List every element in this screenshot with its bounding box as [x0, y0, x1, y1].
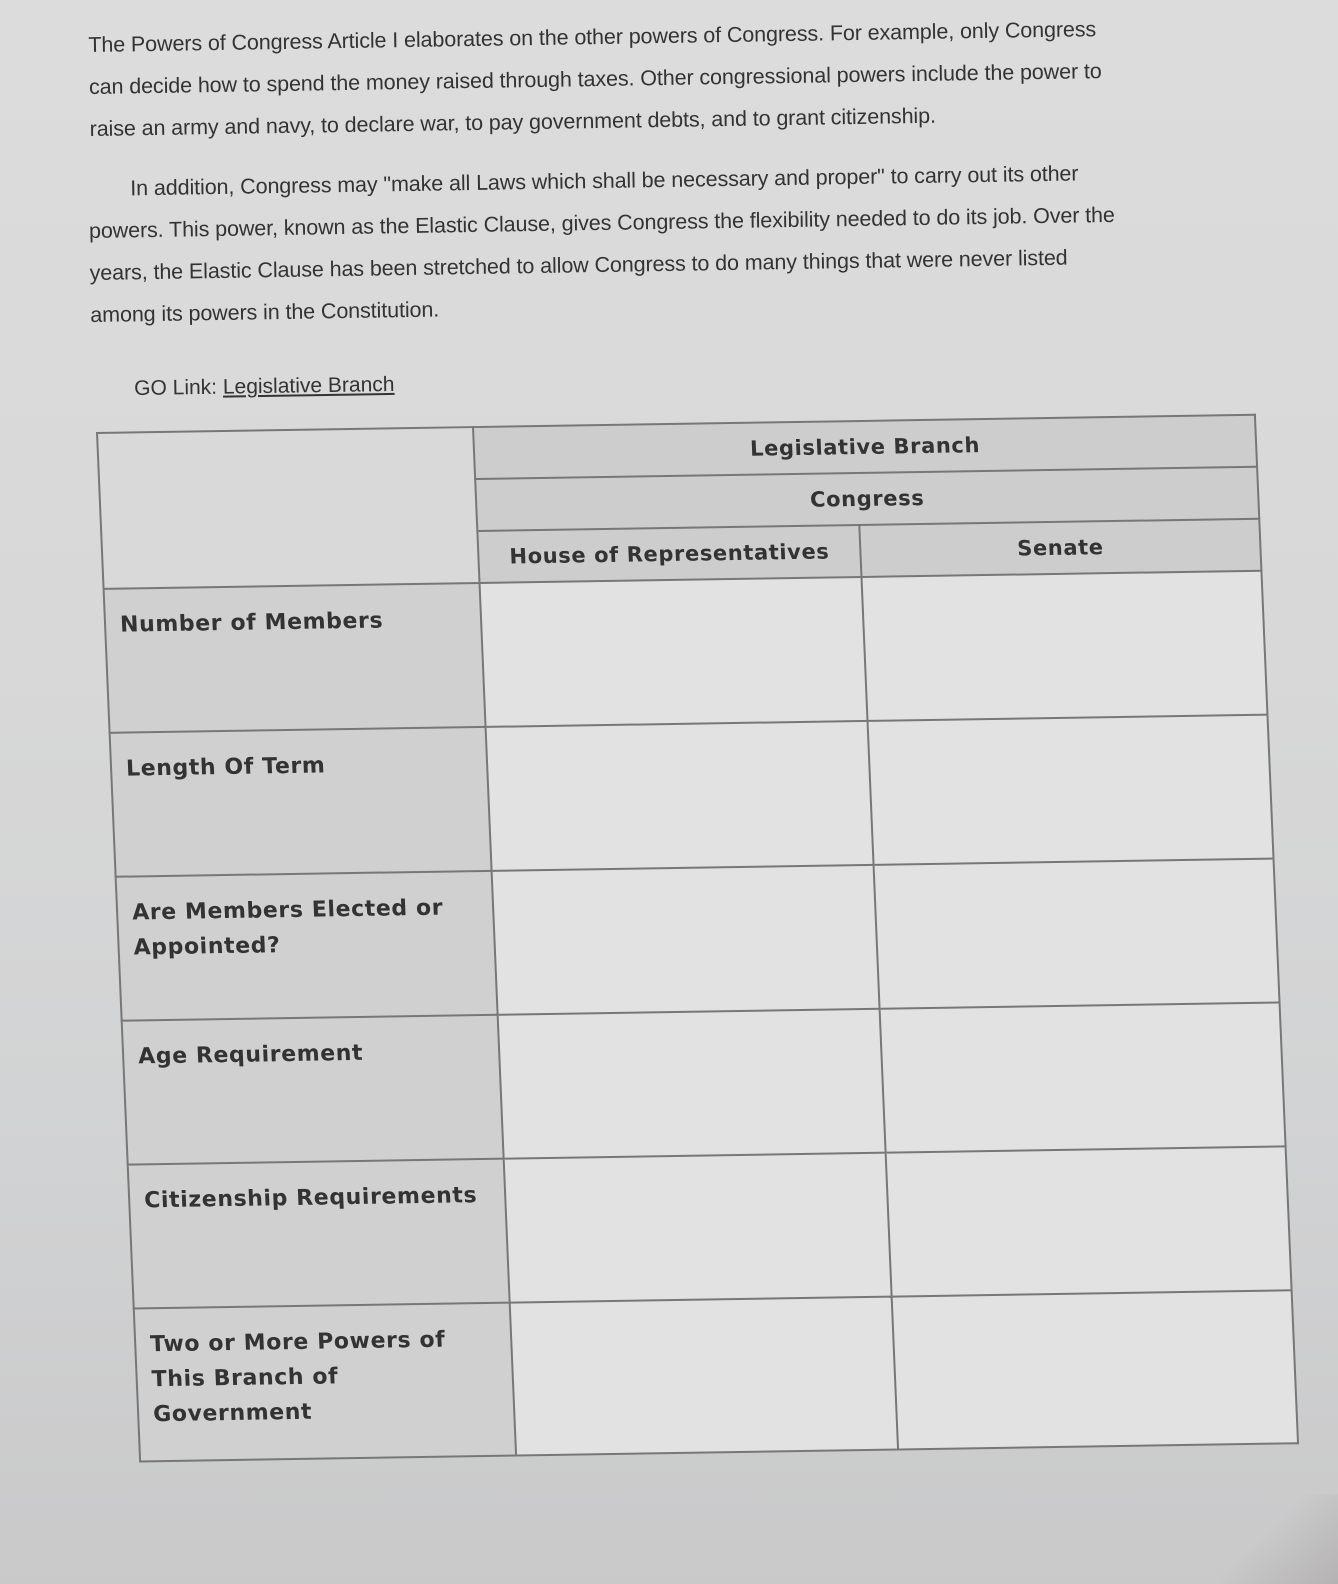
table-row — [116, 859, 1280, 1021]
paragraph-line: can decide how to spend the money raised through taxes. Other congressional powers include the power to — [88, 59, 1102, 99]
paragraph-line: years, the Elastic Clause has been stretched to allow Congress to do many things that were never listed — [89, 245, 1068, 285]
senate-elected-or-appointed-cell[interactable] — [874, 859, 1280, 1009]
paragraph-line: The Powers of Congress Article I elaborates on the other powers of Congress. For example, only Congress — [88, 17, 1097, 57]
senate-number-of-members-cell[interactable] — [861, 571, 1267, 721]
table-corner-cell — [97, 427, 479, 589]
header-house-of-representatives: House of Representatives — [477, 525, 861, 583]
row-label-age-requirement: Age Requirement — [122, 1015, 504, 1165]
table-row — [110, 715, 1274, 877]
paragraph-line: In addition, Congress may "make all Laws which shall be necessary and proper" to carry out its other — [130, 161, 1079, 201]
table-row — [122, 1002, 1286, 1164]
table-row — [104, 571, 1268, 733]
senate-powers-of-branch-cell[interactable] — [892, 1290, 1298, 1449]
senate-age-requirement-cell[interactable] — [880, 1002, 1286, 1152]
elastic-clause-paragraph — [88, 151, 1201, 336]
table-row — [134, 1290, 1298, 1461]
row-label-length-of-term: Length Of Term — [110, 727, 492, 877]
legislative-branch-table — [96, 414, 1299, 1463]
house-age-requirement-cell[interactable] — [498, 1009, 886, 1159]
header-senate: Senate — [859, 519, 1261, 577]
row-label-elected-or-appointed: Are Members Elected or Appointed? — [116, 871, 498, 1021]
go-link — [134, 373, 395, 401]
house-powers-of-branch-cell[interactable] — [510, 1297, 898, 1456]
table-row — [128, 1146, 1292, 1308]
paragraph-line: among its powers in the Constitution. — [90, 297, 440, 327]
house-elected-or-appointed-cell[interactable] — [492, 865, 880, 1015]
house-number-of-members-cell[interactable] — [480, 577, 868, 727]
senate-citizenship-requirements-cell[interactable] — [886, 1146, 1292, 1296]
house-citizenship-requirements-cell[interactable] — [504, 1153, 892, 1303]
header-congress: Congress — [475, 467, 1259, 531]
legislative-branch-link[interactable]: Legislative Branch — [222, 372, 395, 399]
header-legislative-branch: Legislative Branch — [473, 415, 1257, 479]
house-length-of-term-cell[interactable] — [486, 721, 874, 871]
go-link-prefix: GO Link: — [134, 375, 224, 400]
senate-length-of-term-cell[interactable] — [868, 715, 1274, 865]
powers-of-congress-paragraph — [88, 7, 1200, 150]
photo-shadow — [1218, 1494, 1338, 1584]
row-label-number-of-members: Number of Members — [104, 583, 486, 733]
paragraph-line: raise an army and navy, to declare war, to pay government debts, and to grant citizenship. — [89, 103, 937, 141]
row-label-citizenship-requirements: Citizenship Requirements — [128, 1159, 510, 1309]
paragraph-line: powers. This power, known as the Elastic Clause, gives Congress the flexibility needed to do its job. Over the — [88, 202, 1115, 243]
row-label-powers-of-branch: Two or More Powers of This Branch of Government — [134, 1303, 516, 1462]
